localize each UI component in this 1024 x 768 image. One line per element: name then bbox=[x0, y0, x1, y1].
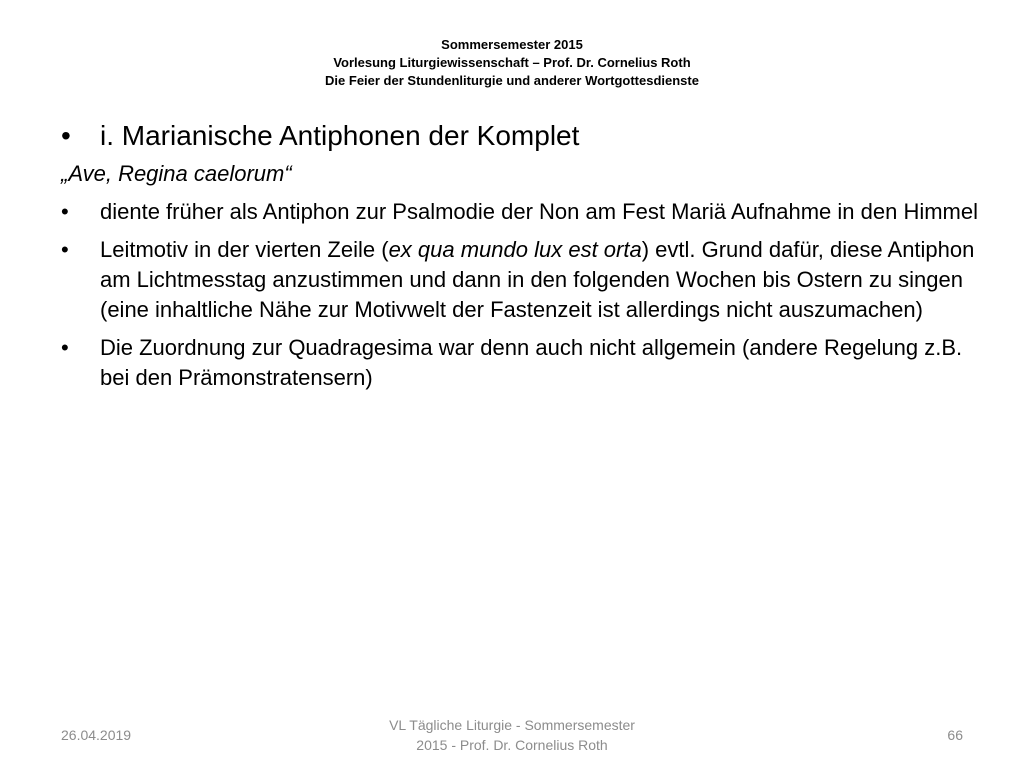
page-number: 66 bbox=[947, 727, 963, 743]
header-semester: Sommersemester 2015 bbox=[441, 37, 583, 52]
list-item bbox=[61, 333, 981, 393]
list-item bbox=[61, 197, 981, 227]
list-item-text bbox=[100, 237, 974, 322]
footer-course-line: 2015 - Prof. Dr. Cornelius Roth bbox=[416, 737, 608, 753]
footer-date: 26.04.2019 bbox=[61, 727, 132, 743]
main-bullet bbox=[61, 117, 981, 155]
footer-course-info bbox=[350, 715, 674, 755]
list-item-text: Die Zuordnung zur Quadragesima war denn auch nicht allgemein (andere Regelung z.B. bei den Prämonstratensern) bbox=[100, 335, 963, 390]
list-item bbox=[61, 235, 981, 325]
slide-content bbox=[61, 117, 981, 401]
section-heading: i. Marianische Antiphonen der Komplet bbox=[100, 120, 580, 151]
bullet-glyph: • bbox=[61, 199, 69, 224]
slide-header bbox=[0, 36, 1024, 90]
header-topic: Die Feier der Stundenliturgie und anderer Wortgottesdienste bbox=[325, 73, 699, 88]
bullet-glyph: • bbox=[61, 237, 69, 262]
list-item-text-part: ) evtl. Grund dafür, diese Antiphon am Lichtmesstag anzustimmen und dann in den folgenden Wochen bis Ostern zu singen (eine inhaltliche Nähe zur Motivwelt der Fastenzeit ist allerdings nicht auszumachen) bbox=[100, 237, 975, 322]
bullet-glyph: • bbox=[61, 335, 69, 360]
header-lecture: Vorlesung Liturgiewissenschaft – Prof. Dr. Cornelius Roth bbox=[333, 55, 691, 70]
antiphon-title: „Ave, Regina caelorum“ bbox=[61, 161, 292, 186]
list-item-text-part: Leitmotiv in der vierten Zeile ( bbox=[100, 237, 389, 262]
list-item-text: diente früher als Antiphon zur Psalmodie der Non am Fest Mariä Aufnahme in den Himmel bbox=[100, 199, 978, 224]
latin-quote: ex qua mundo lux est orta bbox=[388, 237, 642, 262]
bullet-glyph: • bbox=[61, 120, 71, 151]
slide-footer bbox=[0, 712, 1024, 762]
footer-course-line: VL Tägliche Liturgie - Sommersemester bbox=[389, 717, 635, 733]
